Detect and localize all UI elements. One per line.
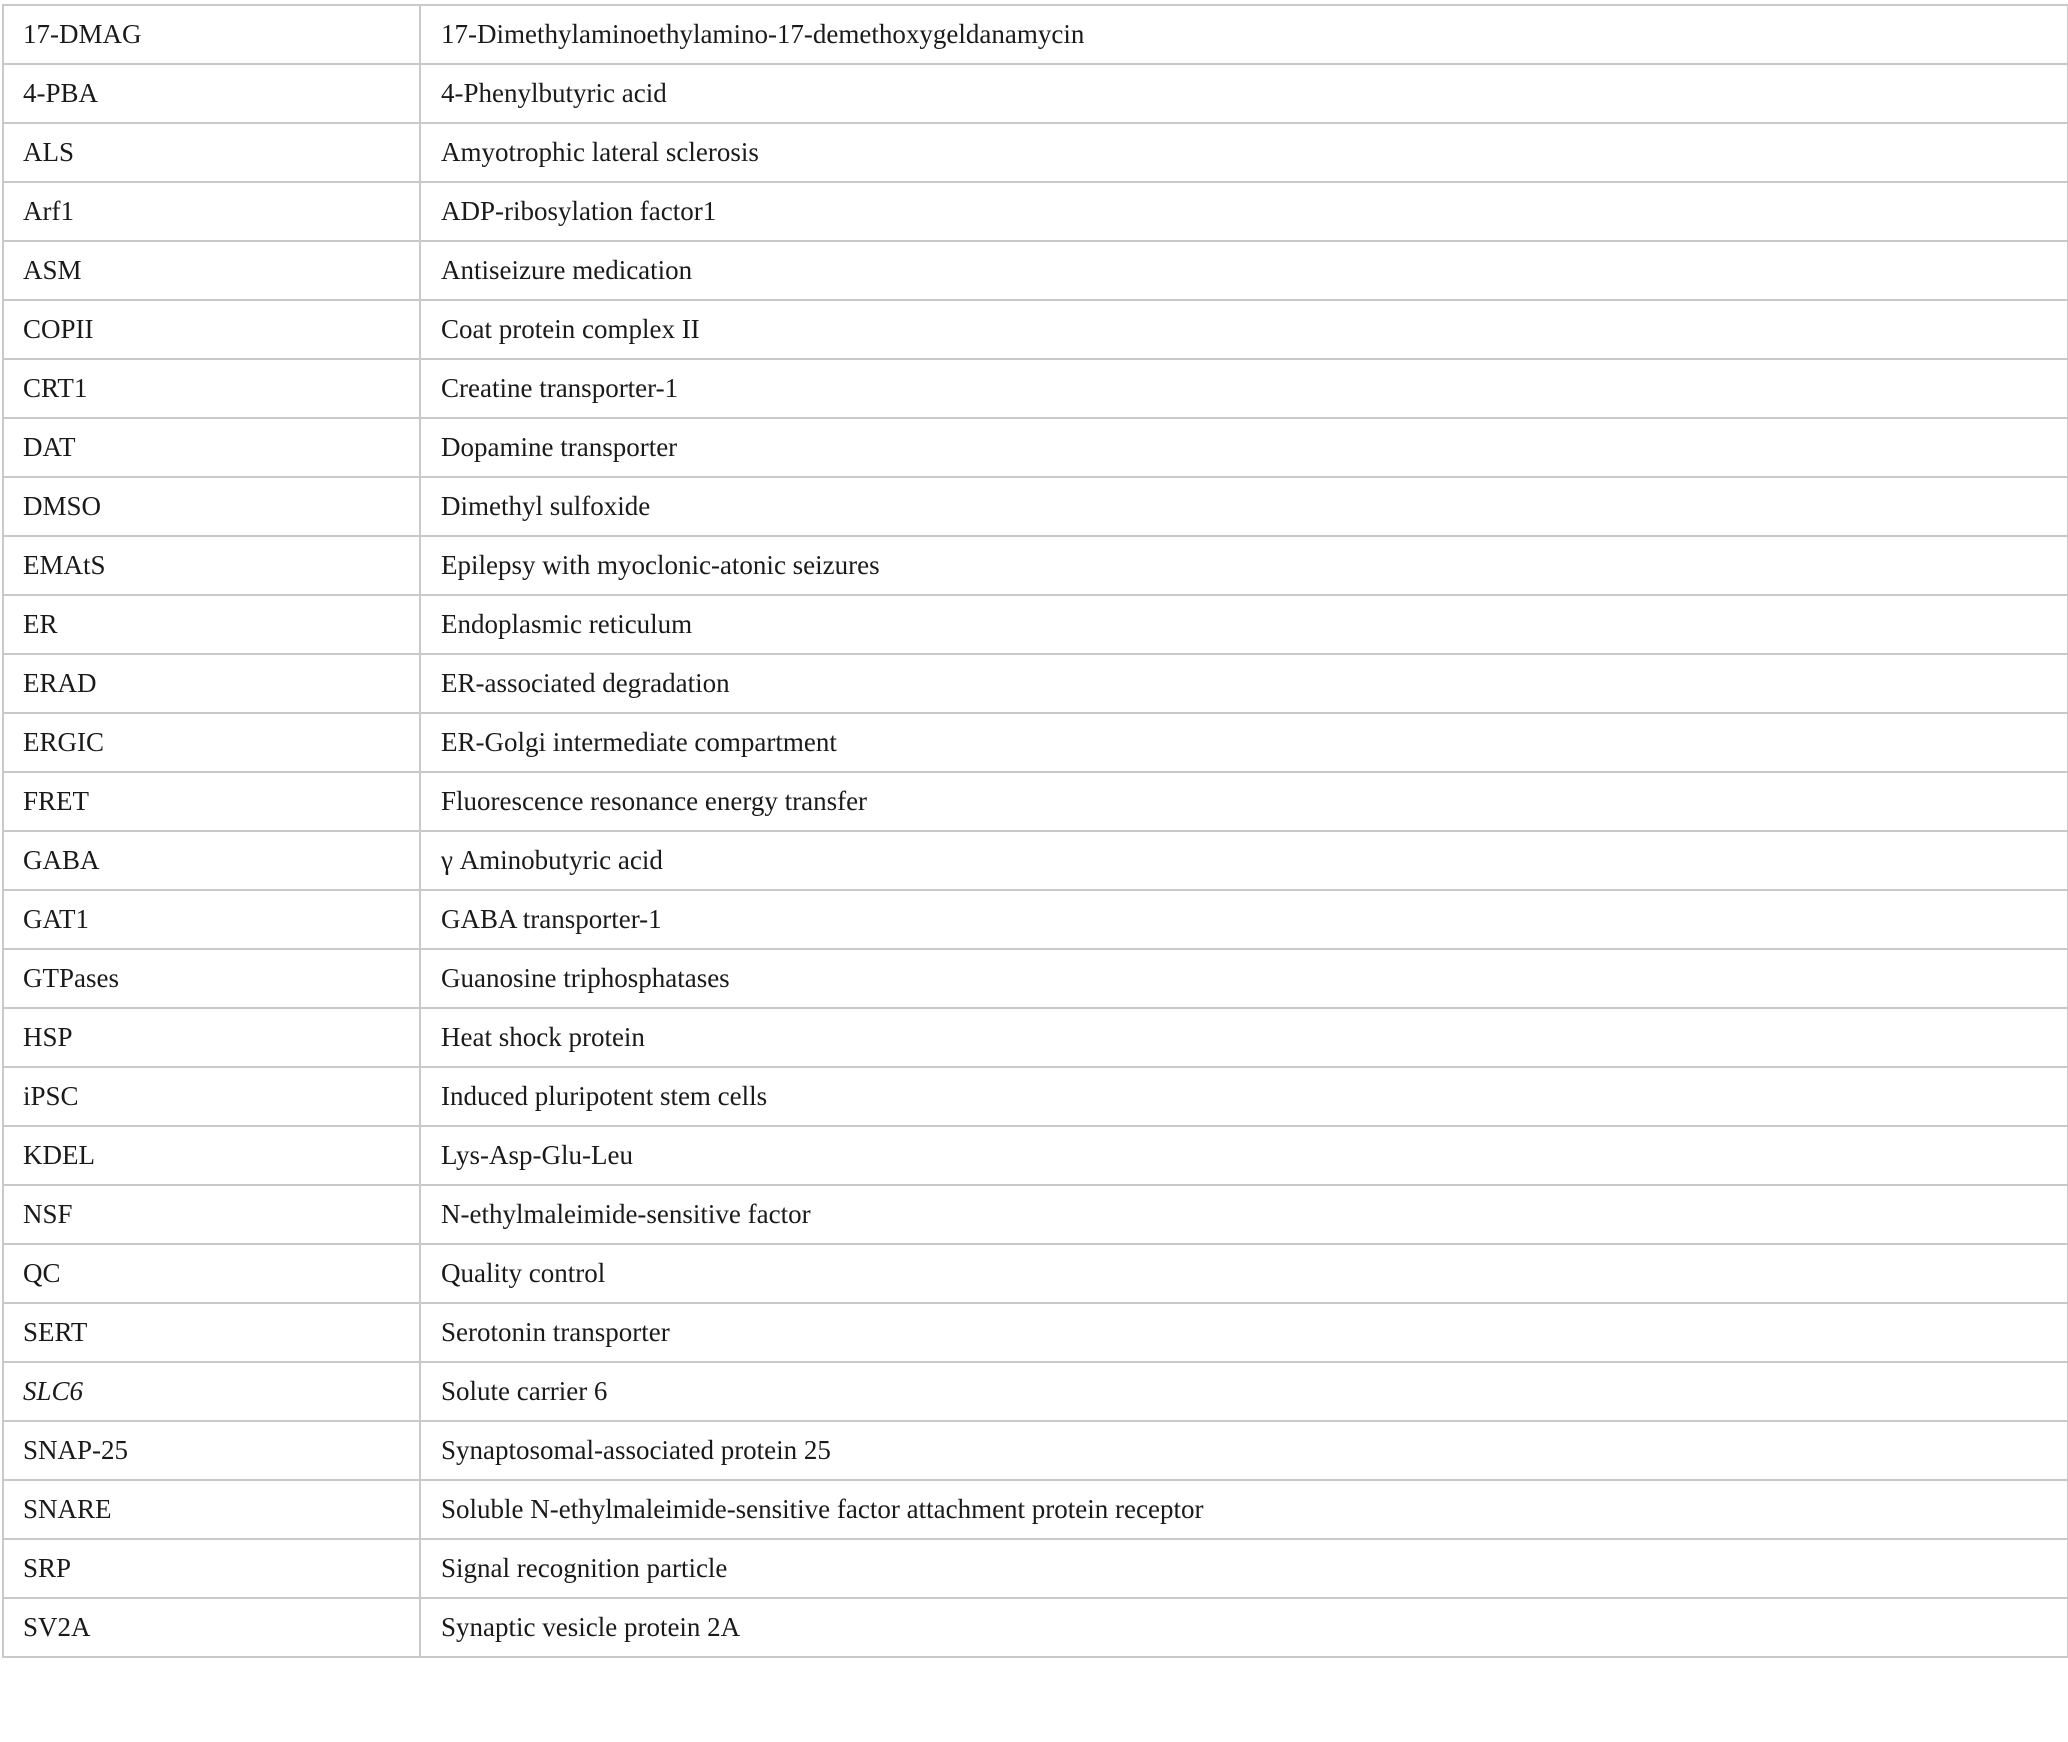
abbreviation-cell: Arf1 (3, 182, 420, 241)
definition-cell: ADP-ribosylation factor1 (420, 182, 2068, 241)
table-row (3, 1480, 2068, 1539)
abbreviation-cell: GTPases (3, 949, 420, 1008)
table-row (3, 595, 2068, 654)
definition-cell: ER-Golgi intermediate compartment (420, 713, 2068, 772)
abbreviation-cell: SNARE (3, 1480, 420, 1539)
abbreviation-cell: EMAtS (3, 536, 420, 595)
abbreviation-cell: ASM (3, 241, 420, 300)
table-row (3, 536, 2068, 595)
definition-cell: Heat shock protein (420, 1008, 2068, 1067)
abbreviation-cell: QC (3, 1244, 420, 1303)
definition-cell: Coat protein complex II (420, 300, 2068, 359)
abbreviation-cell: 4-PBA (3, 64, 420, 123)
table-row (3, 713, 2068, 772)
definition-cell: ER-associated degradation (420, 654, 2068, 713)
table-row (3, 1126, 2068, 1185)
abbreviation-cell: DAT (3, 418, 420, 477)
definition-cell: Soluble N-ethylmaleimide-sensitive factor attachment protein receptor (420, 1480, 2068, 1539)
definition-cell: Induced pluripotent stem cells (420, 1067, 2068, 1126)
definition-cell: Serotonin transporter (420, 1303, 2068, 1362)
definition-cell: Amyotrophic lateral sclerosis (420, 123, 2068, 182)
table-row (3, 1185, 2068, 1244)
definition-cell: Dimethyl sulfoxide (420, 477, 2068, 536)
definition-cell: γ Aminobutyric acid (420, 831, 2068, 890)
definition-cell: Creatine transporter-1 (420, 359, 2068, 418)
abbreviation-cell: DMSO (3, 477, 420, 536)
abbreviation-cell: GABA (3, 831, 420, 890)
table-row (3, 890, 2068, 949)
table-row (3, 1303, 2068, 1362)
table-row (3, 831, 2068, 890)
definition-cell: N-ethylmaleimide-sensitive factor (420, 1185, 2068, 1244)
abbreviation-cell: iPSC (3, 1067, 420, 1126)
table-row (3, 654, 2068, 713)
definition-cell: Solute carrier 6 (420, 1362, 2068, 1421)
definition-cell: Antiseizure medication (420, 241, 2068, 300)
abbreviation-cell: ERAD (3, 654, 420, 713)
definition-cell: Guanosine triphosphatases (420, 949, 2068, 1008)
table-row (3, 477, 2068, 536)
definition-cell: Synaptic vesicle protein 2A (420, 1598, 2068, 1657)
abbreviation-cell: COPII (3, 300, 420, 359)
abbreviations-table (2, 4, 2068, 1658)
table-row (3, 1244, 2068, 1303)
abbreviation-cell: ALS (3, 123, 420, 182)
table-row (3, 1067, 2068, 1126)
table-row (3, 5, 2068, 64)
table-row (3, 1362, 2068, 1421)
table-row (3, 359, 2068, 418)
abbreviation-cell: SRP (3, 1539, 420, 1598)
table-row (3, 300, 2068, 359)
table-row (3, 772, 2068, 831)
abbreviation-cell: KDEL (3, 1126, 420, 1185)
abbreviation-cell: SERT (3, 1303, 420, 1362)
abbreviation-cell: 17-DMAG (3, 5, 420, 64)
table-row (3, 949, 2068, 1008)
table-row (3, 1598, 2068, 1657)
abbreviation-cell: ER (3, 595, 420, 654)
table-row (3, 418, 2068, 477)
abbreviation-cell: SLC6 (3, 1362, 420, 1421)
abbreviation-cell: ERGIC (3, 713, 420, 772)
table-row (3, 1008, 2068, 1067)
abbreviation-cell: SNAP-25 (3, 1421, 420, 1480)
abbreviation-cell: SV2A (3, 1598, 420, 1657)
abbreviations-table-body (3, 5, 2068, 1657)
table-row (3, 241, 2068, 300)
table-row (3, 182, 2068, 241)
abbreviation-cell: GAT1 (3, 890, 420, 949)
definition-cell: Synaptosomal-associated protein 25 (420, 1421, 2068, 1480)
definition-cell: 4-Phenylbutyric acid (420, 64, 2068, 123)
definition-cell: Signal recognition particle (420, 1539, 2068, 1598)
table-row (3, 1421, 2068, 1480)
definition-cell: Fluorescence resonance energy transfer (420, 772, 2068, 831)
definition-cell: GABA transporter-1 (420, 890, 2068, 949)
definition-cell: 17-Dimethylaminoethylamino-17-demethoxygeldanamycin (420, 5, 2068, 64)
definition-cell: Endoplasmic reticulum (420, 595, 2068, 654)
abbreviation-cell: HSP (3, 1008, 420, 1067)
definition-cell: Quality control (420, 1244, 2068, 1303)
definition-cell: Dopamine transporter (420, 418, 2068, 477)
abbreviation-cell: CRT1 (3, 359, 420, 418)
definition-cell: Lys-Asp-Glu-Leu (420, 1126, 2068, 1185)
abbreviation-cell: NSF (3, 1185, 420, 1244)
table-row (3, 64, 2068, 123)
definition-cell: Epilepsy with myoclonic-atonic seizures (420, 536, 2068, 595)
table-row (3, 1539, 2068, 1598)
abbreviation-cell: FRET (3, 772, 420, 831)
table-row (3, 123, 2068, 182)
